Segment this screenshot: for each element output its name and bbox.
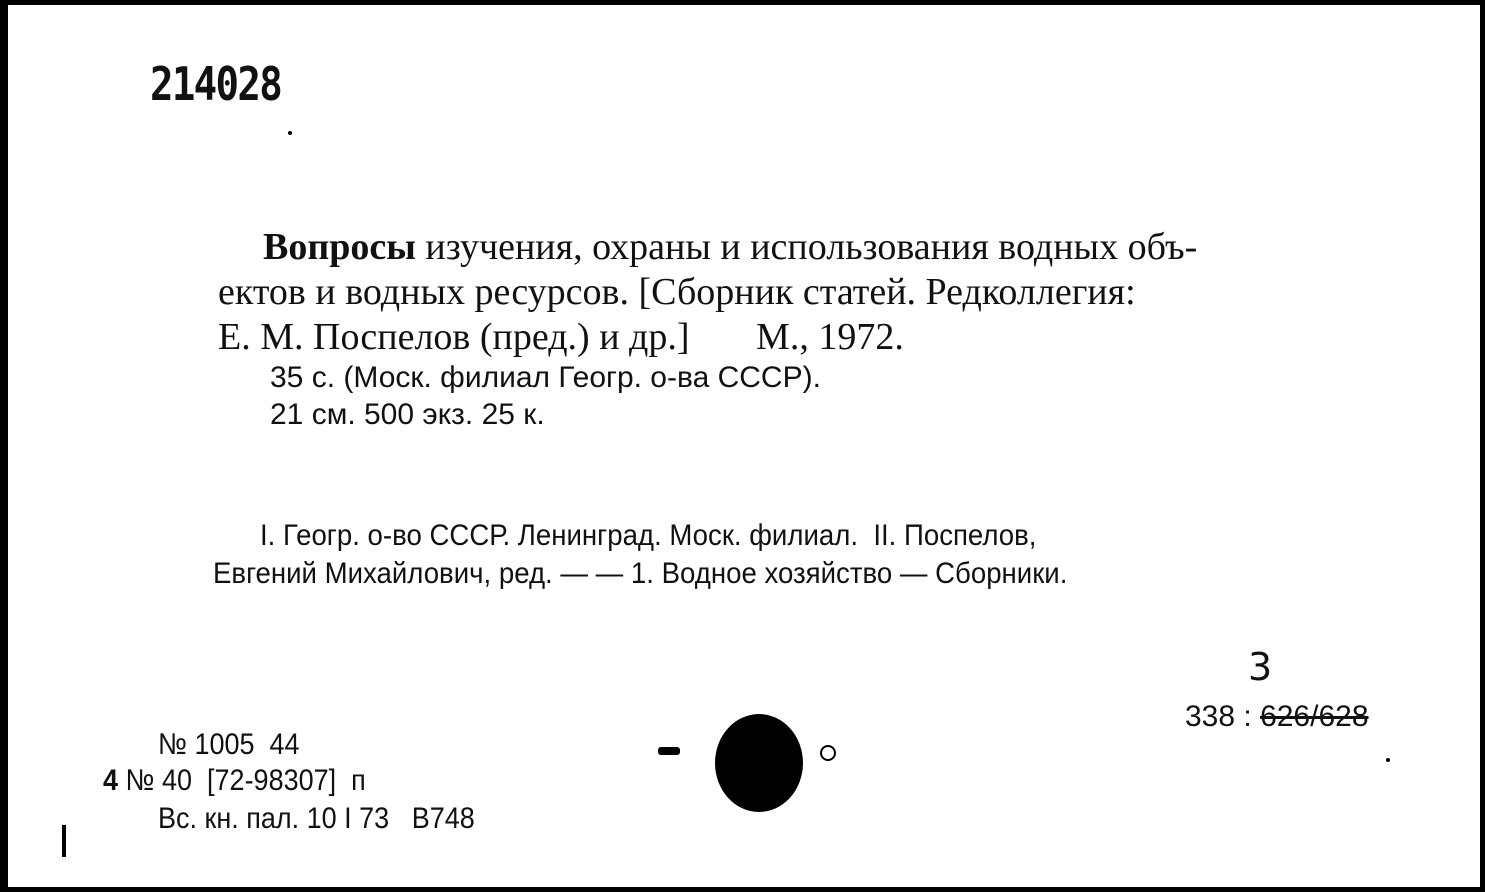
- tracings-line-1: I. Геогр. о-во СССР. Ленинград. Моск. филиал. II. Поспелов,: [260, 519, 1037, 552]
- ink-smudge: [658, 747, 680, 755]
- title-lead-word: Вопросы: [263, 226, 416, 268]
- classification-struck-code: 626/628: [1260, 700, 1369, 733]
- footer-line-1: № 1005 44: [158, 728, 300, 761]
- small-circle-mark: [820, 745, 836, 761]
- edge-tick-mark: [62, 825, 66, 857]
- title-line-2: ектов и водных ресурсов. [Сборник статей. Редколлегия:: [218, 271, 1136, 313]
- footer-line-2-text: № 40 [72-98307] п: [125, 764, 366, 797]
- handwritten-inventory-number: 214028: [150, 57, 282, 111]
- dot-mark: [1386, 758, 1390, 762]
- footer-line-3: Вс. кн. пал. 10 I 73 В748: [158, 802, 475, 835]
- title-line-3: Е. М. Поспелов (пред.) и др.] М., 1972.: [218, 316, 904, 358]
- title-line-1-rest: изучения, охраны и использования водных объ-: [415, 226, 1198, 268]
- handwritten-mark: 3: [1248, 645, 1273, 689]
- tracings-line-2: Евгений Михайлович, ред. — — 1. Водное хозяйство — Сборники.: [213, 557, 1068, 590]
- title-line-1: [263, 225, 1197, 269]
- punch-hole: [715, 714, 803, 812]
- dot-mark: [288, 131, 292, 135]
- description-line-1: 35 с. (Моск. филиал Геогр. о-ва СССР).: [270, 361, 821, 394]
- classification-prefix: 338 :: [1185, 700, 1261, 733]
- description-line-2: 21 см. 500 экз. 25 к.: [270, 398, 545, 431]
- footer-line-2-prefix: 4: [103, 764, 119, 797]
- footer-line-2: [103, 763, 366, 799]
- classification-number: [1185, 700, 1369, 734]
- catalog-card: [8, 5, 1480, 887]
